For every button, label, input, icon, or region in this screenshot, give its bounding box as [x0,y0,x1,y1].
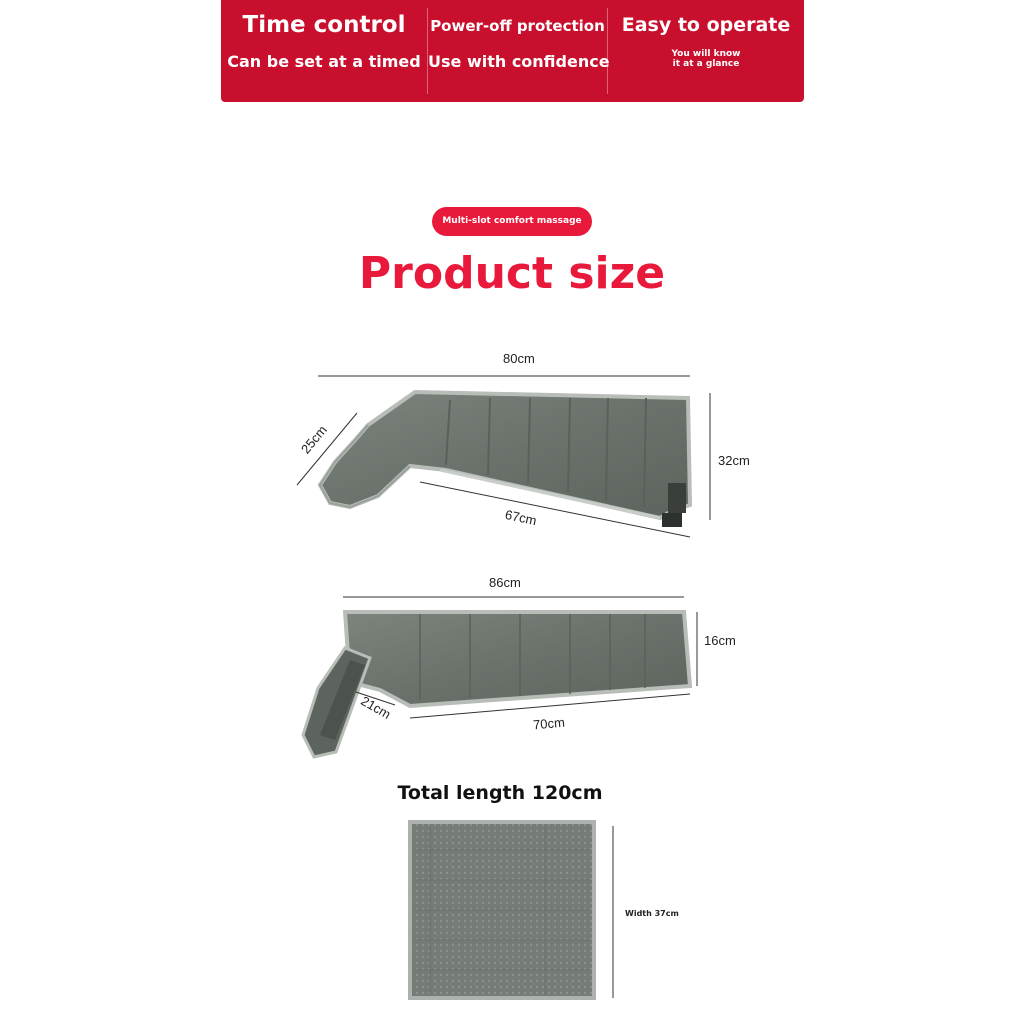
feature-title: Time control [242,12,406,38]
waist-belt-image [410,822,594,998]
leg-length-label: 80cm [503,351,535,366]
leg-height-label: 32cm [718,453,750,468]
belt-total-length-label: Total length 120cm [397,782,603,804]
arm-inner-label: 70cm [532,714,566,733]
feature-subtitle: Can be set at a timed [227,52,421,71]
arm-sleeve-image [303,612,690,757]
leg-inner-label: 67cm [503,506,539,529]
page-title: Product size [358,248,666,299]
leg-foot-label: 25cm [297,422,330,457]
arm-height-label: 16cm [704,633,736,648]
arm-length-label: 86cm [489,575,521,590]
feature-subtitle-line1: You will know [671,49,741,59]
feature-title: Power-off protection [430,17,605,35]
section-pill-badge: Multi-slot comfort massage [432,207,592,236]
feature-subtitle-line2: it at a glance [672,59,740,69]
leg-sleeve-image [320,392,690,527]
feature-title: Easy to operate [621,14,791,36]
belt-width-label: Width 37cm [625,909,679,918]
arm-hand-label: 21cm [358,693,394,722]
feature-subtitle: Use with confidence [428,52,610,71]
